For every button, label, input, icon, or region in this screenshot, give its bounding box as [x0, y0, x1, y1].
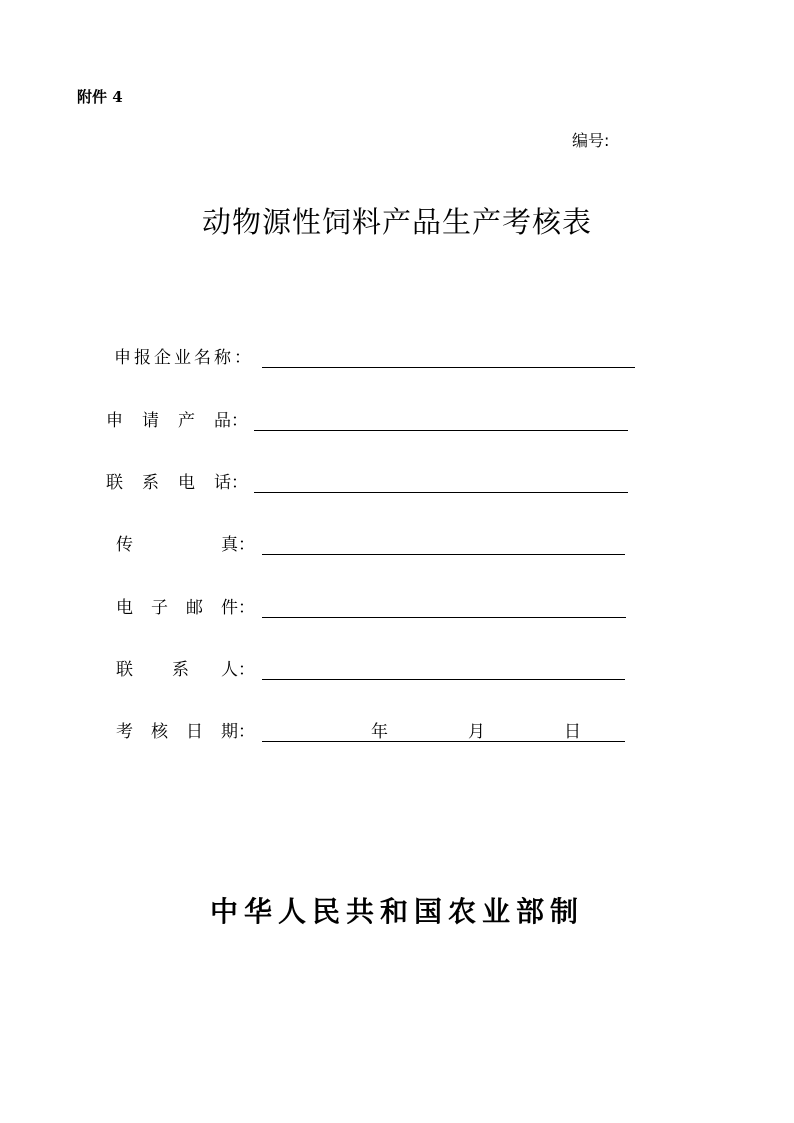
date-label-char-4: 期：: [221, 722, 255, 742]
company-name-field[interactable]: [262, 367, 635, 368]
fax-label-char-2: 真：: [221, 535, 255, 555]
phone-label-char-3: 电: [178, 473, 195, 493]
fax-field[interactable]: [262, 554, 625, 555]
phone-label-char-2: 系: [142, 473, 159, 493]
product-label-char-3: 产: [178, 411, 195, 431]
email-label-char-2: 子: [151, 598, 168, 618]
company-name-row: [0, 347, 794, 377]
issuing-authority: 中华人民共和国农业部制: [209, 895, 584, 928]
date-label-char-1: 考: [116, 722, 133, 742]
company-name-label-text: 申报企业名称：: [114, 348, 254, 368]
date-label-char-2: 核: [151, 722, 168, 742]
product-row: [0, 410, 794, 440]
contact-label-char-1: 联: [116, 660, 133, 680]
phone-row: [0, 472, 794, 502]
serial-number-label: 编号:: [572, 131, 610, 150]
email-label-char-3: 邮: [186, 598, 203, 618]
contact-row: [0, 659, 794, 689]
phone-label-char-4: 话：: [214, 473, 248, 493]
contact-field[interactable]: [262, 679, 625, 680]
fax-label-char-1: 传: [116, 535, 133, 555]
contact-label-char-3: 人：: [221, 660, 255, 680]
email-row: [0, 597, 794, 627]
email-label-char-1: 电: [116, 598, 133, 618]
date-label-char-3: 日: [186, 722, 203, 742]
phone-label-char-1: 联: [106, 473, 123, 493]
date-year-label: 年: [371, 722, 388, 742]
email-label-char-4: 件：: [221, 598, 255, 618]
date-row: [0, 721, 794, 751]
attachment-label: 附件 4: [77, 88, 123, 106]
email-field[interactable]: [262, 617, 626, 618]
fax-row: [0, 534, 794, 564]
product-label-char-2: 请: [142, 411, 159, 431]
phone-field[interactable]: [254, 492, 628, 493]
date-day-label: 日: [564, 722, 581, 742]
product-label-char-1: 申: [106, 411, 123, 431]
product-label-char-4: 品：: [214, 411, 248, 431]
product-field[interactable]: [254, 430, 628, 431]
page-title: 动物源性饲料产品生产考核表: [201, 205, 592, 239]
date-month-label: 月: [468, 722, 485, 742]
contact-label-char-2: 系: [172, 660, 189, 680]
